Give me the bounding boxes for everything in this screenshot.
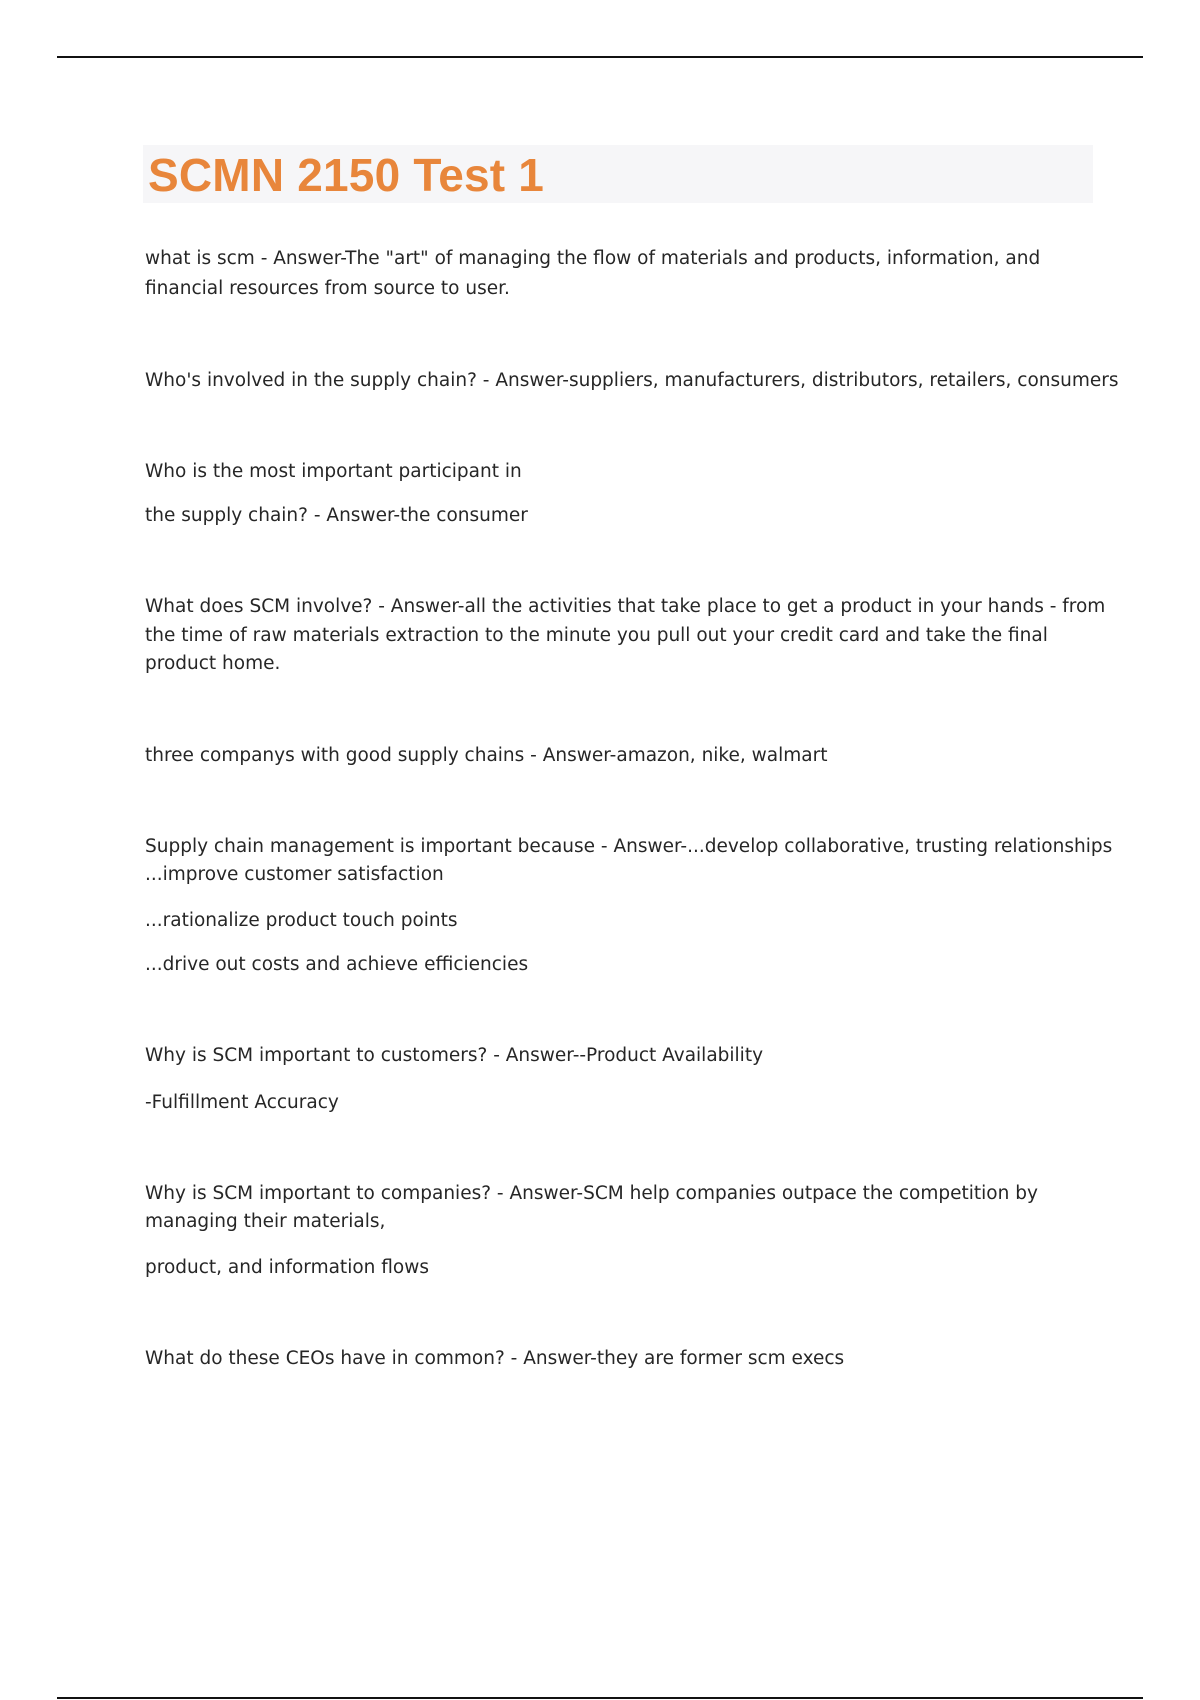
top-rule (57, 56, 1143, 58)
qa-line: Why is SCM important to companies? - Answer-SCM help companies outpace the competition by (145, 1183, 1038, 1204)
title-banner (143, 145, 1093, 203)
qa-line: product home. (145, 653, 281, 674)
qa-line: ...rationalize product touch points (145, 910, 458, 931)
bottom-rule (57, 1697, 1143, 1699)
qa-line: what is scm - Answer-The "art" of managing the flow of materials and products, information, and (145, 248, 1041, 269)
qa-line: ...improve customer satisfaction (145, 864, 444, 885)
qa-line: Who's involved in the supply chain? - Answer-suppliers, manufacturers, distributors, retailers, consumers (145, 370, 1119, 391)
qa-line: Why is SCM important to customers? - Answer--Product Availability (145, 1045, 764, 1066)
qa-line: ...drive out costs and achieve efficiencies (145, 954, 529, 975)
qa-line: Who is the most important participant in (145, 461, 522, 482)
page-title: SCMN 2150 Test 1 (148, 149, 545, 201)
qa-line: three companys with good supply chains - Answer-amazon, nike, walmart (145, 745, 828, 766)
qa-line: the time of raw materials extraction to the minute you pull out your credit card and take the final (145, 625, 1048, 646)
qa-line: financial resources from source to user. (145, 278, 510, 299)
qa-line: Supply chain management is important because - Answer-...develop collaborative, trusting relationships (145, 836, 1113, 857)
qa-line: managing their materials, (145, 1211, 386, 1232)
qa-line: the supply chain? - Answer-the consumer (145, 505, 528, 526)
qa-line: What do these CEOs have in common? - Answer-they are former scm execs (145, 1348, 845, 1369)
qa-line: product, and information flows (145, 1257, 429, 1278)
qa-line: What does SCM involve? - Answer-all the activities that take place to get a product in your hands - from (145, 596, 1106, 617)
qa-line: -Fulfillment Accuracy (145, 1092, 339, 1113)
